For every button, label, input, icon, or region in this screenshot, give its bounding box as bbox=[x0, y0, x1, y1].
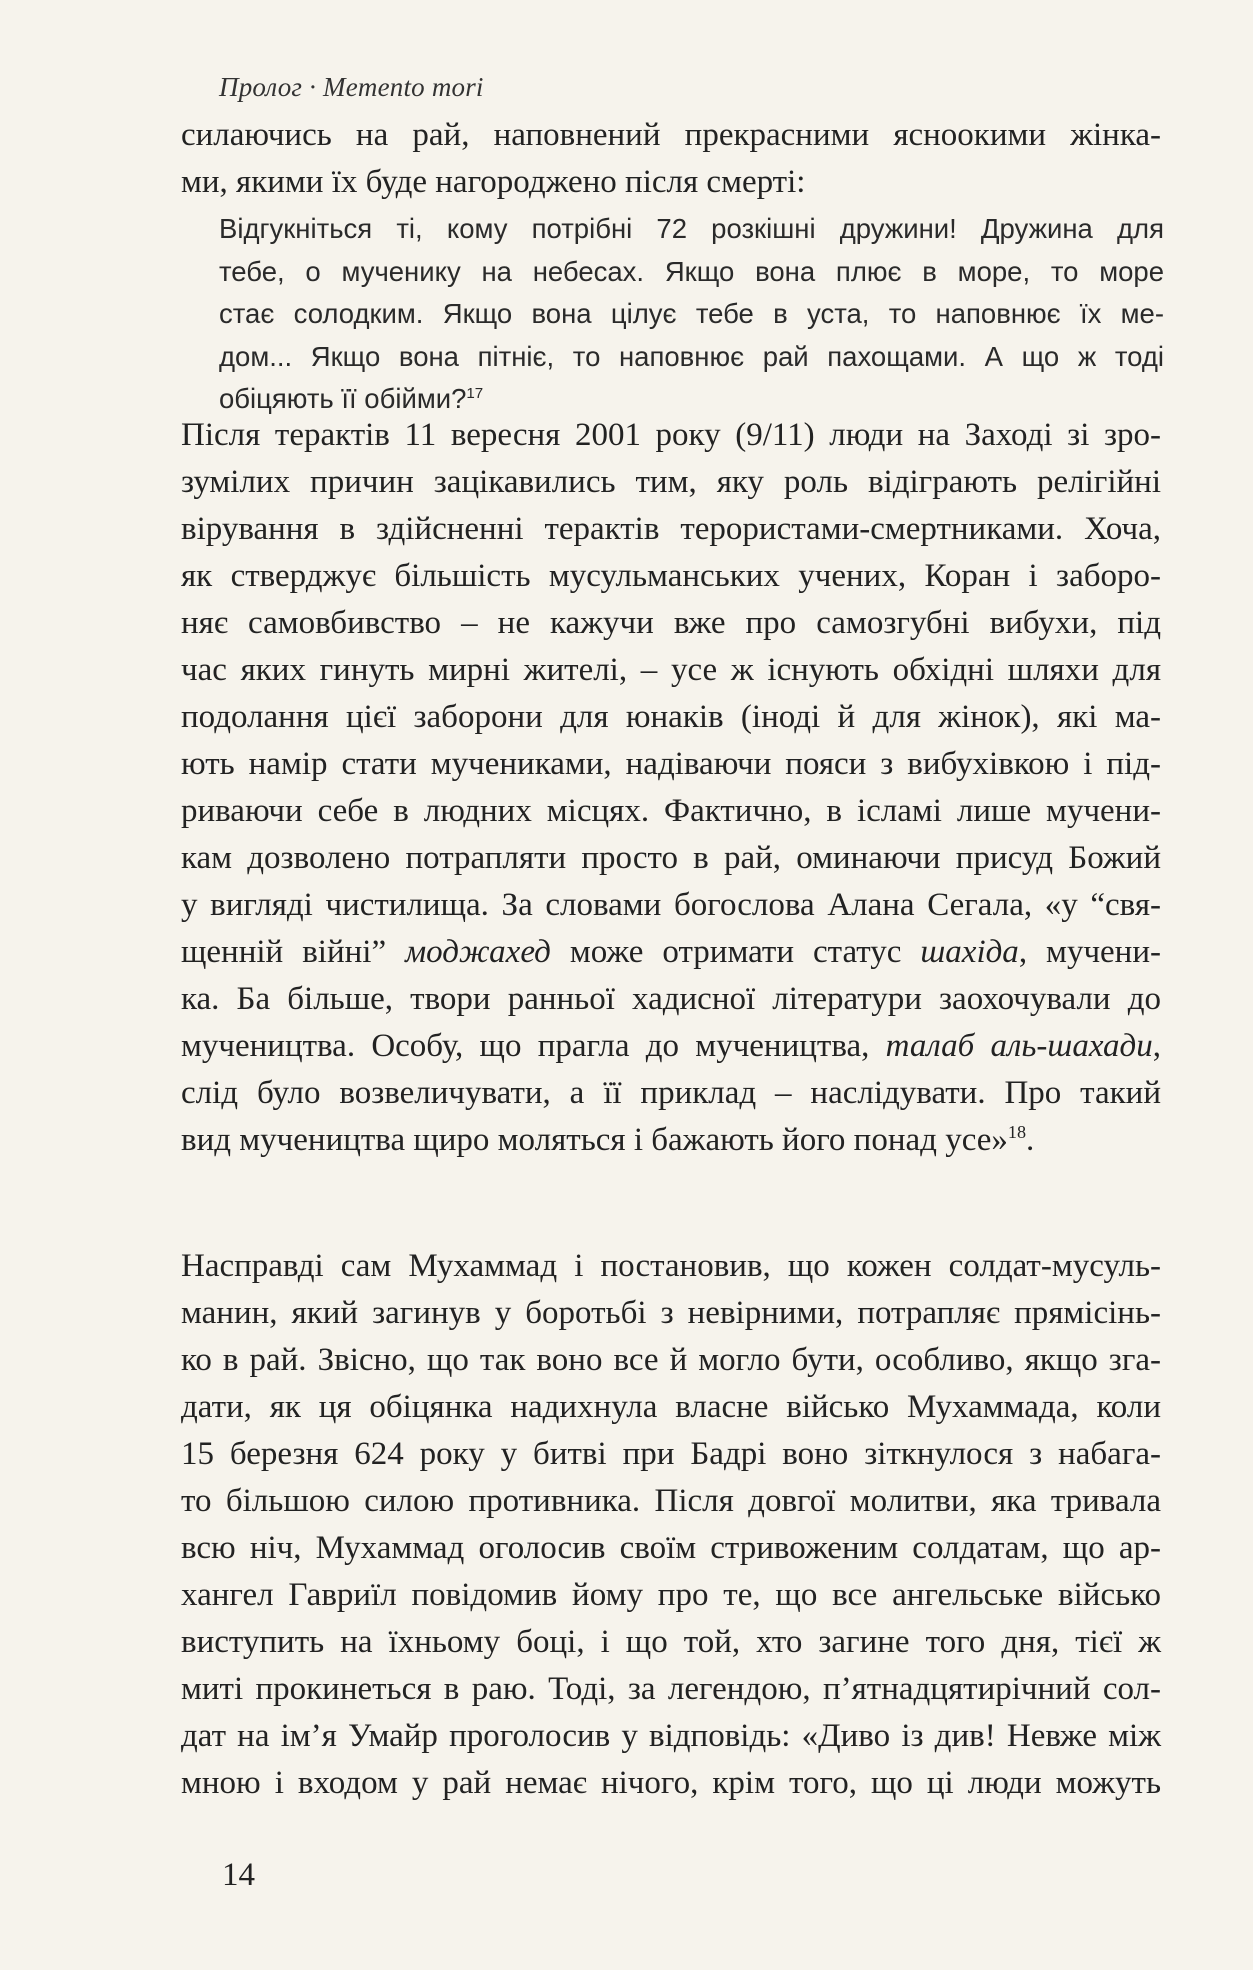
text-line: Насправді сам Мухаммад і постановив, що кожен солдат-мусуль- bbox=[181, 1248, 1161, 1284]
text-line: силаючись на рай, наповнений прекрасними ясноокими жінка- bbox=[181, 117, 1161, 153]
quote-line: дом... Якщо вона пітніє, то наповнює рай пахощами. А що ж тоді bbox=[219, 340, 1164, 372]
quote-line: тебе, о мученику на небесах. Якщо вона плює в море, то море bbox=[219, 255, 1164, 287]
italic-term: шахіда bbox=[920, 934, 1019, 970]
text-line: хангел Гавриїл повідомив йому про те, що все ангельське військо bbox=[181, 1577, 1161, 1613]
text-line: няє самовбивство – не кажучи вже про самозгубні вибухи, під bbox=[181, 605, 1161, 641]
text-line: манин, який загинув у боротьбі з невірними, потрапляє прямісінь- bbox=[181, 1295, 1161, 1331]
text-line: ють намір стати мучениками, надіваючи пояси з вибухівкою і під- bbox=[181, 746, 1161, 782]
text-line: слід було возвеличувати, а її приклад – наслідувати. Про такий bbox=[181, 1075, 1161, 1111]
running-header: Пролог · Memento mori bbox=[219, 72, 484, 102]
quote-line: Відгукніться ті, кому потрібні 72 розкішні дружини! Дружина для bbox=[219, 213, 1164, 244]
text-run: вид мучеництва щиро моляться і бажають його понад усе» bbox=[181, 1122, 1008, 1158]
quote-line: стає солодким. Якщо вона цілує тебе в уста, то наповнює їх ме- bbox=[219, 298, 1164, 329]
intro-text bbox=[181, 112, 1161, 206]
text-line: ка. Ба більше, твори ранньої хадисної літератури заохочували до bbox=[181, 981, 1161, 1017]
text-line: як стверджує більшість мусульманських учених, Коран і заборо- bbox=[181, 558, 1161, 594]
text-line: кам дозволено потрапляти просто в рай, оминаючи присуд Божий bbox=[181, 840, 1161, 876]
text-line bbox=[181, 1023, 1161, 1070]
text-line: ко в рай. Звісно, що так воно все й могло бути, особливо, якщо зга- bbox=[181, 1342, 1161, 1378]
text-line: мною і входом у рай немає нічого, крім того, що ці люди можуть bbox=[181, 1765, 1161, 1801]
text-run: , bbox=[1152, 1028, 1161, 1064]
paragraph-2 bbox=[181, 1243, 1161, 1807]
text-line: подолання цієї заборони для юнаків (іноді й для жінок), які ма- bbox=[181, 699, 1161, 735]
italic-term: талаб аль-шахади bbox=[885, 1028, 1153, 1064]
text-line: у вигляді чистилища. За словами богослова Алана Сегала, «у “свя- bbox=[181, 887, 1161, 923]
text-line bbox=[181, 929, 1161, 976]
quote-line-text: обіцяють її обійми? bbox=[219, 383, 467, 414]
footnote-ref: 17 bbox=[466, 384, 484, 402]
text-line: час яких гинуть мирні жителі, – усе ж існують обхідні шляхи для bbox=[181, 652, 1161, 688]
text-line: 15 березня 624 року у битві при Бадрі воно зіткнулося з набага- bbox=[181, 1436, 1161, 1472]
text-run: . bbox=[1026, 1122, 1035, 1158]
text-line: риваючи себе в людних місцях. Фактично, в ісламі лише мучени- bbox=[181, 793, 1161, 829]
text-line: виступить на їхньому боці, і що той, хто загине того дня, тієї ж bbox=[181, 1624, 1161, 1660]
block-quote bbox=[219, 208, 1164, 421]
text-run: може отримати статус bbox=[550, 934, 921, 970]
text-line: вірування в здійсненні терактів терористами-смертниками. Хоча, bbox=[181, 511, 1161, 547]
paragraph-1 bbox=[181, 412, 1161, 1164]
page-number: 14 bbox=[222, 1857, 255, 1893]
text-line bbox=[181, 1117, 1161, 1164]
text-run: щенній війні” bbox=[181, 934, 406, 970]
text-line: ми, якими їх буде нагороджено після смерті: bbox=[181, 164, 806, 200]
text-line: миті прокинеться в раю. Тоді, за легендою, п’ятнадцятирічний сол- bbox=[181, 1671, 1161, 1707]
text-line: дат на ім’я Умайр проголосив у відповідь: «Диво із див! Невже між bbox=[181, 1718, 1161, 1754]
text-line: зумілих причин зацікавились тим, яку роль відіграють релігійні bbox=[181, 464, 1161, 500]
text-line: то більшою силою противника. Після довгої молитви, яка тривала bbox=[181, 1483, 1161, 1519]
text-line: Після терактів 11 вересня 2001 року (9/11) люди на Заході зі зро- bbox=[181, 417, 1161, 453]
text-line: дати, як ця обіцянка надихнула власне військо Мухаммада, коли bbox=[181, 1389, 1161, 1425]
text-line: всю ніч, Мухаммад оголосив своїм стривоженим солдатам, що ар- bbox=[181, 1530, 1161, 1566]
footnote-ref: 18 bbox=[1007, 1122, 1027, 1142]
italic-term: моджахед bbox=[405, 934, 551, 970]
text-run: , мучени- bbox=[1018, 934, 1161, 970]
text-run: мучеництва. Особу, що прагла до мучеництва, bbox=[181, 1028, 886, 1064]
